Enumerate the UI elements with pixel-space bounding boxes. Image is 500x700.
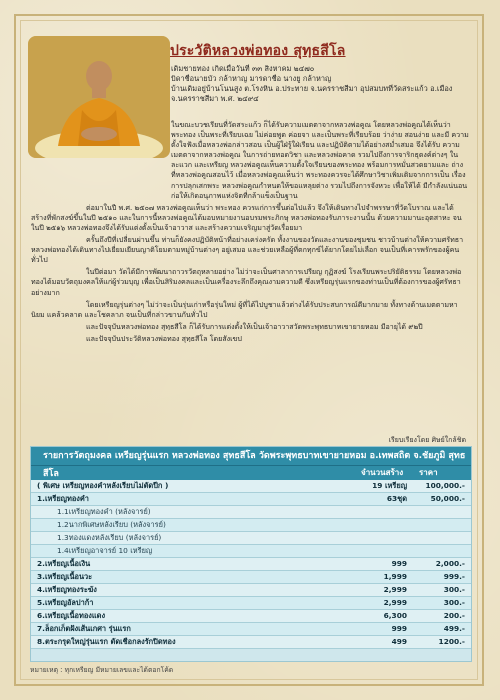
body-paragraph: ต่อมาในปี พ.ศ. ๒๕๐๗ หลวงพ่อคูณเห็นว่า พระทอง ควรแก่การขึ้นต่อไปแล้ว จึงให้เดินทางไปจำพรรษาที่วัดโบราณ และได้สร้างที่พักสงฆ์ขึ้นในปี ๒๕๑๐ และในการนี้หลวงพ่อคูณได้มอบหมายงานอบรมพระภิกษุ หลวงพ่อทองรับภาระงานนั้น ด้วยความมานะอุตสาหะ จนในปี ๒๕๑๖ หลวงพ่อทองจึงได้รับแต่งตั้งเป็นเจ้าอาวาส และสร้างความเจริญมาสู่วัดเรื่อยมา [31, 202, 462, 232]
table-row [31, 623, 471, 636]
table-cell-count [355, 532, 413, 544]
table-row [31, 636, 471, 649]
table-cell-price [413, 519, 471, 531]
body-paragraph: ในขณะบวชเรียนที่วัดสระแก้ว ก็ได้รับความเมตตาจากหลวงพ่อคูณ โดยหลวงพ่อคูณได้เห็นว่า พระทอง เป็นพระที่เรียบเฉย ไม่ค่อยพูด ค่อยจา และเป็นพระที่เรียบร้อย ว่าง่าย สอนง่าย และมี ความตั้งใจฟังเมื่อหลวงพ่อกล่าวสอน เป็นผู้ใฝ่รู้ใฝ่เรียน และปฏิบัติตามได้อย่างสม่ำเสมอ จึงได้รับ ความเมตตาจากหลวงพ่อคูณ ในการถ่ายทอดวิชา และหลวงพ่อคาด รวมไปถึงการจาริกธุดงค์ต่างๆ ในละแวก และเหรียญ หลวงพ่อคูณเห็นความตั้งใจเรียนของพระทอง พร้อมการหมั่นสวดยามและ ถ่าง ที่หลวงพ่อคูณสอนไว้ เมื่อหลวงพ่อคูณเห็นว่า พระทองควรจะได้ศึกษาวิชาเพิ่มเติมจากการเป็น เรื่องการปลุกเสกพระ หลวงพ่อคูณกำหนดให้ขอแหลุยต่าง รวมไปถึงการจังหวะ เพื่อให้ได้ มีกำลังแน่นอน ก่อให้เกิดอนุภาพแห่งจิตที่กล้าแข็งเป็นฐาน [171, 120, 469, 200]
table-cell-price [413, 506, 471, 518]
table-cell-price: 200.- [443, 611, 465, 620]
table-cell-count [355, 545, 413, 557]
table-cell-item: 1.2นากพิเศษหลังเรียบ (หลังจารย์) [57, 520, 166, 529]
table-cell-item: 3.เหรียญเนื้อนวะ [37, 572, 93, 581]
table-row [31, 519, 471, 532]
table-row [31, 493, 471, 506]
table-row [31, 532, 471, 545]
table-cell-count: 2,999 [383, 598, 407, 607]
table-cell-price [413, 532, 471, 544]
table-cell-price: 100,000.- [425, 481, 465, 490]
table-cell-count: 2,999 [383, 585, 407, 594]
table-body [31, 480, 471, 649]
table-row [31, 558, 471, 571]
page-title: ประวัติหลวงพ่อทอง สุทฺธสีโล [170, 43, 346, 59]
body-paragraph: และปัจจุบันหลวงพ่อทอง สุทฺธสีโล ก็ได้รับการแต่งตั้งให้เป็นเจ้าอาวาสวัดพระพุทธบาทเขายายหอม มีอายุได้ ๙๒ปี [86, 321, 423, 331]
table-row [31, 545, 471, 558]
table-row [31, 480, 471, 493]
bio-block [171, 64, 471, 104]
table-row [31, 610, 471, 623]
table-cell-item: 1.1เหรียญทองคำ (หลังจารย์) [57, 507, 151, 516]
table-cell-price: 300.- [443, 598, 465, 607]
table-cell-count [355, 519, 413, 531]
table-row [31, 571, 471, 584]
body-text [31, 120, 469, 346]
table-cell-price: 50,000.- [430, 494, 465, 503]
table-cell-count: 63ชุด [386, 494, 407, 503]
table-cell-price: 999.- [443, 572, 465, 581]
bio-line: จ.นครราชสีมา พ.ศ. ๒๔๙๔ [171, 94, 259, 103]
table-header-cell: ราคา [419, 468, 438, 477]
table-cell-item: 2.เหรียญเนื้อเงิน [37, 559, 91, 568]
table-cell-price: 2,000.- [435, 559, 465, 568]
table-cell-price: 1200.- [438, 637, 465, 646]
body-paragraph: โดยเหรียญรุ่นต่างๆ ไม่ว่าจะเป็นรุ่นเก่าหรือรุ่นใหม่ ผู้ที่ได้ไปบูชาแล้วต่างได้รับประสบการณ์ดีมากมาย ทั้งทางด้านเมตตามหานิยม แคล้วคลาด และโชคลาภ จนเป็นที่กล่าวขานกันทั่วไป [31, 299, 458, 319]
table-title: รายการวัตถุมงคล เหรียญรุ่นแรก หลวงพ่อทอง สุทธสีโล วัดพระพุทธบาทเขายายหอม อ.เทพสถิต จ.ชัยภูมิ สุทธสีโล [31, 447, 471, 466]
body-paragraph: ในปีต่อมา วัดได้มีการพัฒนาถาวรวัตถุหลายอย่าง ไม่ว่าจะเป็นศาลาการเปรียญ กุฏิสงฆ์ โรงเรียนพระปริยัติธรรม โดยหลวงพ่อทองได้มอบวัตถุมงคลให้แก่ผู้ร่วมบุญ เพื่อเป็นสิริมงคลและเป็นเครื่องระลึกถึงคุณงามความดี ซึ่งเหรียญรุ่นแรกของท่านเป็นที่ต้องการของผู้ศรัทธาอย่างมาก [31, 267, 462, 297]
table-cell-count: 499 [391, 637, 407, 646]
table-cell-count: 1,999 [383, 572, 407, 581]
body-paragraph: ครั้นถึงปีที่เปลี่ยนผ่านขึ้น ท่านก็ยังคงปฏิบัติหน้าที่อย่างเคร่งครัด ทั้งงานของวัดและงานของชุมชน ชาวบ้านต่างให้ความศรัทธา หลวงพ่อทองได้เดินทางไปเยี่ยมเยียนญาติโยมตามหมู่บ้านต่างๆ อยู่เสมอ และช่วยเหลือผู้ที่ตกทุกข์ได้ยากโดยไม่เลือก จนเป็นที่เคารพรักของผู้คนทั่วไป [31, 235, 464, 265]
bio-line: เดิมชายทอง เกิดเมื่อวันที่ ๓๓ สิงหาคม ๒๔๗๐ [171, 64, 315, 73]
table-cell-count: 19 เหรียญ [372, 481, 407, 490]
table-cell-price: 499.- [443, 624, 465, 633]
table-cell-item: 1.เหรียญทองคำ [37, 494, 89, 503]
table-header-cell [31, 466, 355, 480]
table-cell-item: 1.4เหรียญอาจารย์ 10 เหรียญ [57, 546, 153, 555]
table-cell-count: 6,300 [383, 611, 407, 620]
table-cell-price [413, 545, 471, 557]
signature: เรียบเรียงโดย ศิษย์ใกล้ชิด [388, 436, 466, 444]
table-cell-item: 4.เหรียญทองระฆัง [37, 585, 97, 594]
table-cell-item: 7.ล็อกเก็ตฝังเส้นเกศา รุ่นแรก [37, 624, 131, 633]
table-cell-count: 999 [391, 559, 407, 568]
table-cell-item: 8.ตระกรุดใหญ่รุ่นแรก ตัดเชือกลงรักปิดทอง [37, 637, 176, 646]
table-cell-price: 300.- [443, 585, 465, 594]
table-cell-count: 999 [391, 624, 407, 633]
table-row [31, 584, 471, 597]
table-row [31, 506, 471, 519]
table-cell-item: 5.เหรียญอัลปาก้า [37, 598, 94, 607]
table-row [31, 597, 471, 610]
table-cell-item: 6.เหรียญเนื้อทองแดง [37, 611, 106, 620]
body-paragraph: และปัจจุบันประวัติหลวงพ่อทอง สุทฺธสีโล โดยสังเขป [86, 333, 242, 343]
table-header [31, 466, 471, 480]
price-table [30, 446, 472, 662]
bio-line: บ้านเดิมอยู่บ้านโนนสูง ต.โรงหิน อ.ประทาย จ.นครราชสีมา อุปสมบทที่วัดสระแก้ว อ.เมือง [171, 84, 453, 93]
table-cell-item: ( พิเศษ เหรียญทองคำหลังเรียบไม่ตัดปีก ) [37, 481, 169, 490]
table-header-cell: จำนวนสร้าง [361, 468, 404, 477]
bio-line: บิดาชื่อนายบัว กล้าหาญ มารดาชื่อ นางยู กล้าหาญ [171, 74, 332, 83]
table-cell-count [355, 506, 413, 518]
footer-note: หมายเหตุ : ทุกเหรียญ มีหมายเลขและได้ตอกโค้ด [30, 666, 174, 674]
table-cell-item: 1.3ทองแดงหลังเรียบ (หลังจารย์) [57, 533, 162, 542]
